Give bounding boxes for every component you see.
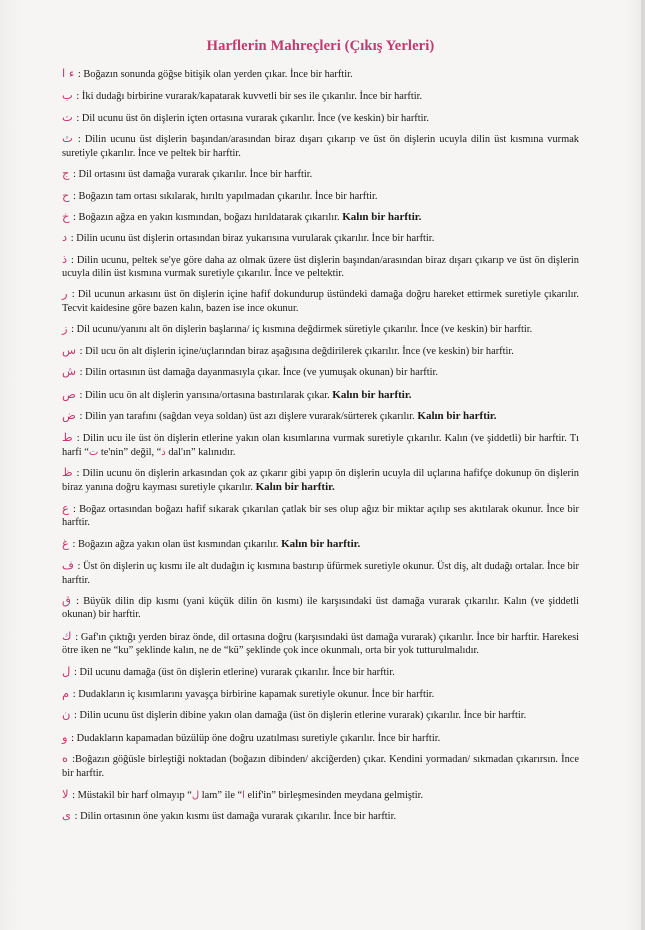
letter-entry bbox=[62, 189, 579, 203]
arabic-letter: ص bbox=[62, 386, 76, 401]
entry-description: : Dilin ucunu üst dişlerin ortasından biraz yukarısına vurularak çıkarılır. İnce bir harftir. bbox=[68, 233, 435, 245]
arabic-letter: ز bbox=[62, 321, 68, 336]
arabic-letter: ت bbox=[62, 109, 73, 124]
inline-arabic-letter: ا bbox=[242, 790, 245, 802]
arabic-letter: ر bbox=[62, 286, 68, 301]
arabic-letter: م bbox=[62, 686, 70, 700]
arabic-letter: لا bbox=[62, 787, 69, 802]
entry-description: : Boğazın ağza yakın olan üst kısmından çıkarılır. bbox=[69, 538, 279, 550]
arabic-letter: ظ bbox=[62, 465, 73, 480]
arabic-letter: س bbox=[62, 342, 77, 357]
entry-description: : Boğazın ağza en yakın kısmından, boğazı hırıldatarak çıkarılır. bbox=[70, 211, 340, 223]
emphasis-note: Kalın bir harftir. bbox=[281, 537, 361, 550]
entry-description: : İki dudağı birbirine vurarak/kapatarak kuvvetli bir ses ile çıkarılır. İnce bir harftir. bbox=[73, 91, 423, 103]
entry-description: : Dilin ucu ön alt dişlerin yarısına/ortasına bastırılarak çıkar. bbox=[76, 389, 330, 401]
entry-description: lam” ile “ bbox=[199, 790, 243, 802]
entry-description: : Dilin ortasının öne yakın kısmı üst damağa vurarak çıkarılır. İnce bir harftir. bbox=[72, 811, 397, 823]
arabic-letter: ج bbox=[62, 166, 70, 181]
letter-entry bbox=[62, 231, 579, 245]
entry-description: : Dilin yan tarafını (sağdan veya soldan) üst azı dişlere vurarak/sürterek çıkarılır. bbox=[76, 410, 415, 422]
arabic-letter: د bbox=[62, 230, 68, 245]
arabic-letter: ء ا bbox=[62, 66, 75, 80]
entry-description: : Dudakların iç kısımlarını yavaşça birbirine kapamak suretiyle okunur. İnce bir harftir. bbox=[70, 689, 435, 700]
arabic-letter: ط bbox=[62, 430, 73, 445]
entry-description: dal'ın” kalınıdır. bbox=[165, 446, 236, 458]
arabic-letter: ذ bbox=[62, 251, 68, 266]
entry-description: : Boğaz ortasından boğazı hafif sıkarak çıkarılan çatlak bir ses olup ağız bir miktar açılıp ses akıtılarak okunur. İnce bir harftir. bbox=[62, 503, 579, 529]
letter-entry bbox=[62, 322, 579, 336]
arabic-letter: ش bbox=[62, 364, 77, 379]
arabic-letter: ع bbox=[62, 500, 69, 515]
letter-entry bbox=[62, 731, 579, 745]
letter-entry bbox=[62, 210, 579, 224]
letter-entry bbox=[62, 594, 579, 622]
emphasis-note: Kalın bir harftir. bbox=[342, 210, 422, 223]
letter-entry bbox=[62, 167, 579, 181]
letter-entry bbox=[62, 111, 579, 125]
entry-description: : Dil ucunu/yanını alt ön dişlerin başlarına/ iç kısmına değdirmek süretiyle çıkarılır. İnce (ve keskin) bir harftir. bbox=[68, 324, 533, 336]
entry-description: : Dilin ucunu üst dişlerin başından/arasından biraz dışarı çıkarıp ve üst ön dişlerin ucuyla dilin üst kısmına vurmak suretiyle çıkarılır. İnce ve peltek bir harftir. bbox=[62, 134, 579, 159]
entry-description: :Boğazın göğüsle birleştiği noktadan (boğazın dibinden/ akciğerden) çıkar. Kendini yormadan/ sıkmadan çıkarırsın. İnce bir harftir. bbox=[62, 754, 579, 779]
entry-description: : Dilin ortasının üst damağa dayanmasıyla çıkar. İnce (ve yumuşak okunan) bir harftir. bbox=[77, 367, 439, 379]
letter-entry bbox=[62, 67, 579, 81]
arabic-letter: و bbox=[62, 729, 68, 744]
arabic-letter: ث bbox=[62, 131, 73, 146]
letter-entry bbox=[62, 809, 579, 823]
emphasis-note: Kalın bir harftir. bbox=[417, 409, 497, 422]
inline-arabic-letter: ت bbox=[88, 446, 99, 458]
arabic-letter: ل bbox=[62, 663, 71, 678]
letter-entry bbox=[62, 537, 579, 551]
entry-description: te'nin” değil, “ bbox=[98, 446, 162, 458]
entry-description: : Dilin ucunu ön dişlerin arkasından çok az çıkarır gibi yapıp ön dişlerin ucuyla dil uçlarına hafifçe dokunup ön dişlerin biraz yanına doğru kayması suretiyle çıkarılır. bbox=[62, 468, 579, 493]
arabic-letter: ن bbox=[62, 707, 71, 722]
arabic-letter: غ bbox=[62, 535, 69, 550]
letter-entry bbox=[62, 365, 579, 379]
page-edge bbox=[641, 0, 645, 930]
letter-entry bbox=[62, 89, 579, 103]
letter-entry bbox=[62, 752, 579, 780]
letter-entry bbox=[62, 559, 579, 587]
arabic-letter: ف bbox=[62, 558, 74, 573]
entry-description: : Büyük dilin dip kısmı (yani küçük dilin ön kısmı) ile karşısındaki üst damağa vurarak çıkarılır. Kalın (ve şiddetli okunan) bir harftir. bbox=[62, 595, 579, 621]
arabic-letter: ض bbox=[62, 407, 76, 422]
letter-entry bbox=[62, 466, 579, 494]
letter-entry bbox=[62, 287, 579, 315]
letter-entry bbox=[62, 132, 579, 160]
arabic-letter: ك bbox=[62, 628, 72, 643]
letter-entry bbox=[62, 344, 579, 358]
entry-description: : Dudakların kapamadan büzülüp öne doğru uzatılması suretiyle çıkarılır. İnce bir harftir. bbox=[68, 732, 441, 744]
inline-arabic-letter: د bbox=[161, 446, 166, 458]
letter-entry bbox=[62, 630, 579, 658]
arabic-letter: ب bbox=[62, 88, 73, 103]
letter-entry bbox=[62, 431, 579, 459]
letter-entry bbox=[62, 708, 579, 722]
entry-description: elif'in” birleşmesinden meydana gelmiştir. bbox=[244, 790, 424, 802]
inline-arabic-letter: ل bbox=[191, 790, 200, 802]
arabic-letter: ه bbox=[62, 751, 69, 766]
arabic-letter: خ bbox=[62, 208, 70, 223]
letter-entry bbox=[62, 502, 579, 530]
letter-entry bbox=[62, 409, 579, 423]
entry-description: : Dilin ucunu, peltek se'ye göre daha az olmak üzere üst dişlerin başından/arasından biraz dışarı çıkarıp ve üst ön dişlerin ucuyla dilin üst kısmına vurmak suretiyle çıkarılır. İnce ve peltektir. bbox=[62, 254, 579, 280]
entry-description: : Gaf'ın çıktığı yerden biraz önde, dil ortasına doğru (karşısındaki üst damağa vurarak) çıkarılır. İnce bir harftir. Harekesi ötre iken ne “ku” şeklinde kalın, ne de “kü” şeklinde çok ince okunmalı, orta bir yok tutturulmalıdır. bbox=[62, 631, 579, 657]
entry-description: : Üst ön dişlerin uç kısmı ile alt dudağın iç kısmına bastırıp üfürmek suretiyle okunur. Üst diş, alt dudağı ortalar. İnce bir harftir. bbox=[62, 561, 579, 586]
letter-entry bbox=[62, 788, 579, 802]
entry-description: : Boğazın tam ortası sıkılarak, hırıltı yapılmadan çıkarılır. İnce bir harftir. bbox=[70, 191, 378, 203]
entry-description: : Boğazın sonunda göğse bitişik olan yerden çıkar. İnce bir harftir. bbox=[75, 69, 353, 80]
letter-list bbox=[62, 67, 579, 824]
arabic-letter: ح bbox=[62, 188, 70, 203]
entry-description: : Müstakil bir harf olmayıp “ bbox=[69, 790, 192, 802]
arabic-letter: ى bbox=[62, 808, 72, 823]
page-title: Harflerin Mahreçleri (Çıkış Yerleri) bbox=[206, 38, 435, 54]
emphasis-note: Kalın bir harftir. bbox=[255, 480, 335, 493]
entry-description: : Dilin ucu ile üst ön dişlerin etlerine yakın olan kısımlarına vurmak suretiyle çıkarılır. Kalın (ve şiddetli) bir harftir. Tı harfi “ bbox=[62, 433, 579, 458]
arabic-letter: ق bbox=[62, 592, 71, 607]
entry-description: : Dilin ucunu üst dişlerin dibine yakın olan damağa (üst ön dişlerin etlerine vurarak) çıkarılır. İnce bir harftir. bbox=[71, 710, 527, 722]
entry-description: : Dil ucu ön alt dişlerin içine/uçlarından biraz aşağısına değdirilerek çıkarılır. İnce (ve keskin) bir harftir. bbox=[77, 345, 514, 357]
emphasis-note: Kalın bir harftir. bbox=[332, 388, 412, 401]
letter-entry bbox=[62, 388, 579, 402]
entry-description: : Dil ortasını üst damağa vurarak çıkarılır. İnce bir harftir. bbox=[70, 169, 313, 181]
letter-entry bbox=[62, 687, 579, 701]
entry-description: : Dil ucunun arkasını üst ön dişlerin içine hafif dokundurup üstündeki damağa doğru hareket ettirmek suretiyle çıkarılır. Tecvit kaidesine göre bazen kalın, bazen ise ince okunur. bbox=[62, 289, 579, 314]
letter-entry bbox=[62, 665, 579, 679]
entry-description: : Dil ucunu üst ön dişlerin içten ortasına vurarak çıkarılır. İnce (ve keskin) bir harftir. bbox=[73, 112, 430, 124]
letter-entry bbox=[62, 253, 579, 281]
entry-description: : Dil ucunu damağa (üst ön dişlerin etlerine) vurarak çıkarılır. İnce bir harftir. bbox=[71, 666, 395, 678]
